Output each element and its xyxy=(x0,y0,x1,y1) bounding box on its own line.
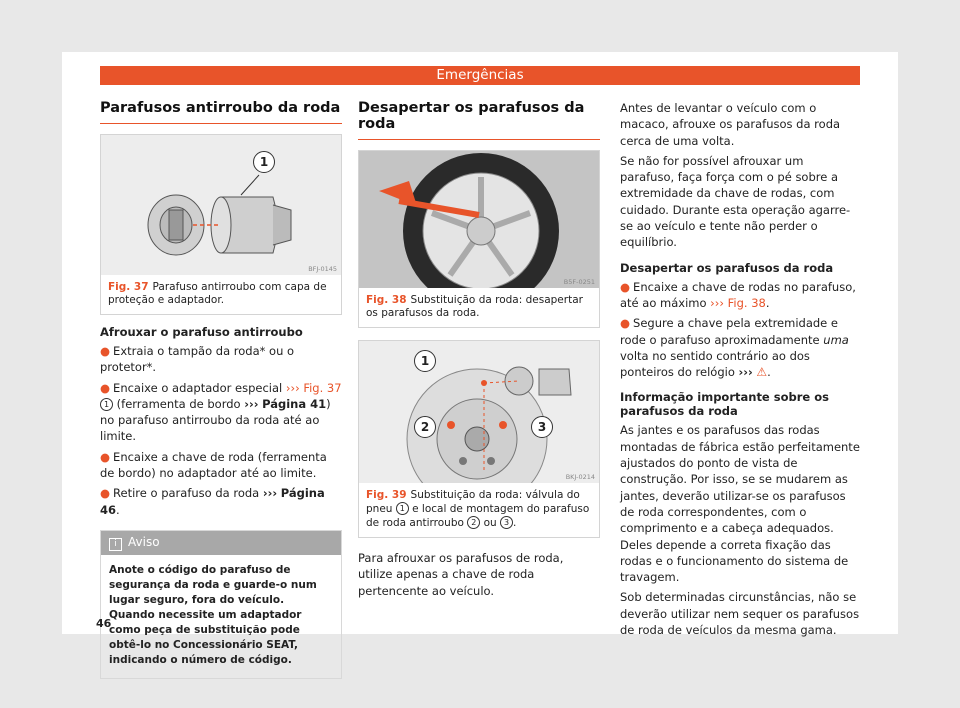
list-item: ● Encaixe a chave de rodas no parafuso, até ao máximo ››› Fig. 38. xyxy=(620,279,856,310)
figure-label: Fig. 39 xyxy=(366,489,407,501)
figure-39-callout-2: 2 xyxy=(414,416,436,438)
subtitle-afrouxar: Afrouxar o parafuso antirroubo xyxy=(100,325,303,339)
list-item xyxy=(100,343,342,376)
figure-39-callout-3: 3 xyxy=(531,416,553,438)
page-number: 46 xyxy=(96,617,112,630)
number-badge: 2 xyxy=(467,516,480,529)
list-text: Encaixe a chave de roda (ferramenta de bordo) no adaptador até ao limite. xyxy=(100,449,327,481)
bullet: ● xyxy=(620,316,631,331)
figure-label: Fig. 37 xyxy=(108,281,149,293)
figure-code: BFJ-0145 xyxy=(308,265,337,273)
figure-38 xyxy=(358,150,600,328)
number-badge: 1 xyxy=(396,502,409,515)
caption-text: Substituição da roda: desapertar os parafusos da roda. xyxy=(366,294,583,319)
list-item xyxy=(100,380,342,445)
list-text: Segure a chave pela extremidade e rode o parafuso aproximadamente xyxy=(620,316,838,347)
caption-text: Substituição da roda: válvula do pneu xyxy=(366,489,580,515)
aviso-box xyxy=(100,530,342,679)
figure-39-caption: Fig. 39 Substituição da roda: válvula do pneu 1 e local de montagem do parafuso de roda antirroubo 2 ou 3 . xyxy=(359,483,599,537)
bullet: ● xyxy=(100,486,111,501)
aviso-text: Anote o código do parafuso de segurança da roda e guarde-o num lugar seguro, fora do veículo. Quando necessite um adaptador como peça de substituição pode obtê-lo no Concessionário SEAT, indicando o número de código. xyxy=(109,563,317,666)
figure-code: B5F-0251 xyxy=(563,278,595,286)
page-link[interactable]: Página 46 xyxy=(100,486,325,517)
steel-wheel-illustration xyxy=(359,341,599,483)
column-middle xyxy=(358,100,600,603)
bullet: ● xyxy=(100,344,111,358)
aviso-title: Aviso xyxy=(128,534,160,549)
ref-arrow: ››› xyxy=(262,486,278,501)
figure-39-image xyxy=(359,341,599,483)
figure-37 xyxy=(100,134,342,315)
paragraph: As jantes e os parafusos das rodas montadas de fábrica estão perfeitamente ajustados do ponto de vista de construção. Por isso, se se mudarem as jantes, deverão utilizar-se os parafusos de roda correspondentes, com o comprimento e a cabeça adequados. Deles depende a correta fixação das rodas e o funcionamento do sistema de travagem. xyxy=(620,423,860,585)
list-text: Encaixe o adaptador especial xyxy=(113,380,283,395)
number-badge: 1 xyxy=(100,398,113,411)
number-badge: 3 xyxy=(500,516,513,529)
figure-code: BKJ-0214 xyxy=(565,473,595,481)
wheel-illustration xyxy=(359,151,599,288)
figure-37-caption xyxy=(101,275,341,314)
paragraph: Antes de levantar o veículo com o macaco, afrouxe os parafusos da roda cerca de uma volta. xyxy=(620,101,841,148)
ref-arrow: ››› xyxy=(710,295,724,310)
figure-38-image xyxy=(359,151,599,288)
info-icon: i xyxy=(109,538,122,551)
section-title-desapertar: Desapertar os parafusos da roda xyxy=(358,100,600,140)
paragraph: Para afrouxar os parafusos de roda, utilize apenas a chave de roda pertencente ao veículo. xyxy=(358,551,564,598)
ref-arrow: ››› xyxy=(285,380,300,395)
list-text: ) no parafuso antirroubo da roda até ao limite. xyxy=(100,396,331,444)
figure-39-callout-1: 1 xyxy=(414,350,436,372)
list-text: volta no sentido contrário ao dos ponteiros do relógio xyxy=(620,348,810,380)
list-text: Encaixe a chave de rodas no parafuso, até ao máximo xyxy=(620,279,856,310)
section-title-antirroubo: Parafusos antirroubo da roda xyxy=(100,100,342,124)
page-link[interactable]: Página 41 xyxy=(262,396,327,411)
column-left xyxy=(100,100,342,679)
bullet: ● xyxy=(620,279,631,294)
caption-text: e local de montagem do parafuso de roda antirroubo xyxy=(366,503,590,529)
figure-37-callout-1: 1 xyxy=(253,151,275,173)
fig-link[interactable]: Fig. 37 xyxy=(303,380,342,395)
column-right xyxy=(620,100,860,642)
aviso-header xyxy=(101,531,341,555)
section-header: Emergências xyxy=(100,66,860,85)
list-text: Retire o parafuso da roda xyxy=(113,486,260,501)
figure-37-image xyxy=(101,135,341,275)
paragraph: Sob determinadas circunstâncias, não se deverão utilizar nem sequer os parafusos de roda de veículos da mesma gama. xyxy=(620,590,860,638)
fig-link[interactable]: Fig. 38 xyxy=(727,295,766,310)
ref-arrow: ››› xyxy=(244,396,259,411)
caption-text: ou xyxy=(483,517,497,529)
warning-triangle-icon[interactable]: ⚠ xyxy=(756,365,768,380)
figure-38-caption xyxy=(359,288,599,327)
bullet: ● xyxy=(100,449,111,464)
anti-theft-bolt-illustration xyxy=(101,135,341,275)
bullet: ● xyxy=(100,380,111,395)
subtitle-desapertar: Desapertar os parafusos da roda xyxy=(620,260,834,275)
emphasis: uma xyxy=(823,332,849,347)
ref-arrow: ››› xyxy=(738,365,753,380)
list-item: ● Retire o parafuso da roda ››› Página 46. xyxy=(100,486,325,517)
list-text: (ferramenta de bordo xyxy=(116,396,241,411)
paragraph: Se não for possível afrouxar um parafuso, faça força com o pé sobre a extremidade da chave de rodas, com cuidado. Durante esta operação agarre-se ao veículo e tente não perder o equilíbrio. xyxy=(620,153,851,250)
list-item xyxy=(100,449,342,482)
caption-text: Parafuso antirroubo com capa de proteção e adaptador. xyxy=(108,281,327,306)
figure-39 xyxy=(358,340,600,538)
list-text: Extraia o tampão da roda* ou o protetor*. xyxy=(100,344,295,375)
list-item: ● Segure a chave pela extremidade e rode o parafuso aproximadamente uma volta no sentido contrário ao dos ponteiros do relógio ››› ⚠. xyxy=(620,316,849,380)
subtitle-informacao: Informação importante sobre os parafusos da roda xyxy=(620,390,829,419)
figure-label: Fig. 38 xyxy=(366,294,407,306)
